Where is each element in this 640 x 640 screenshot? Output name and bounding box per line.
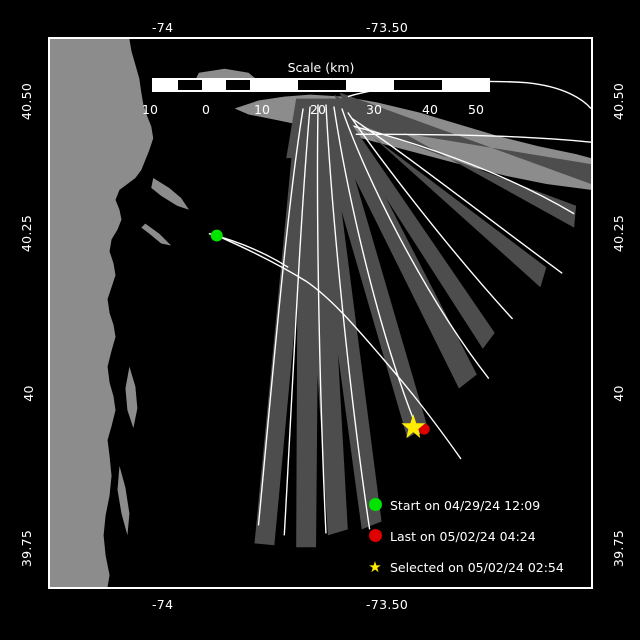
legend-label-last: Last on 05/02/24 04:24 (390, 529, 536, 544)
legend-row-start (360, 490, 564, 521)
scale-bar (152, 78, 490, 92)
legend-row-last (360, 521, 564, 552)
scale-tick-1: 0 (202, 102, 210, 117)
x-axis-top-label-0: -74 (152, 20, 174, 35)
scale-tick-4: 30 (366, 102, 382, 117)
y-axis-left-label-3: 39.75 (19, 529, 35, 568)
y-axis-right-label-3: 39.75 (611, 529, 627, 568)
red-circle-icon (360, 529, 390, 545)
start-marker (211, 230, 223, 242)
scale-tick-2: 10 (254, 102, 270, 117)
scale-tick-3: 20 (310, 102, 326, 117)
y-axis-right-label-1: 40.25 (611, 214, 627, 253)
green-circle-icon (360, 498, 390, 514)
x-axis-bottom-label-1: -73.50 (366, 597, 409, 612)
beam-sectors (254, 93, 591, 548)
legend-label-selected: Selected on 05/02/24 02:54 (390, 560, 564, 575)
scale-bar-title: Scale (km) (287, 60, 355, 75)
y-axis-left-label-0: 40.50 (19, 82, 35, 121)
legend-label-start: Start on 04/29/24 12:09 (390, 498, 541, 513)
y-axis-right-label-0: 40.50 (611, 82, 627, 121)
yellow-star-icon: ★ (368, 558, 382, 576)
scale-tick-5: 40 (422, 102, 438, 117)
y-axis-right-label-2: 40 (610, 385, 626, 402)
y-axis-left-label-1: 40.25 (19, 214, 35, 253)
legend-row-selected (360, 552, 564, 583)
x-axis-top-label-1: -73.50 (366, 20, 409, 35)
scale-tick-6: 50 (468, 102, 484, 117)
y-axis-left-label-2: 40 (20, 385, 36, 402)
x-axis-bottom-label-0: -74 (152, 597, 174, 612)
scale-tick-0: 10 (142, 102, 158, 117)
map-legend (360, 490, 564, 583)
